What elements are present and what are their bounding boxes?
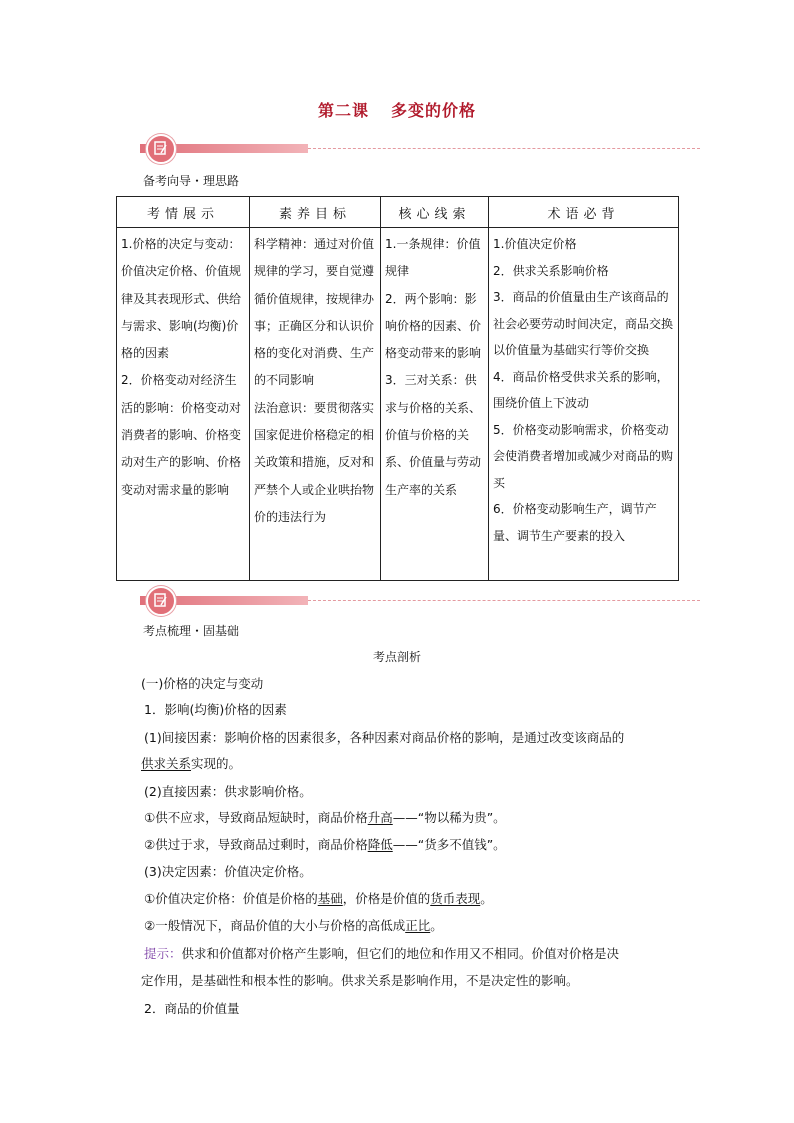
answer-underlined: 基础: [317, 891, 343, 906]
content-paragraph: 供求关系实现的。: [141, 756, 242, 771]
cell-line: 3．三对关系：供求与价格的关系、价值与价格的关系、价值量与劳动生产率的关系: [385, 373, 482, 497]
content-paragraph: (3)决定因素：价值决定价格。: [144, 864, 312, 879]
section-label-2: 考点梳理・固基础: [143, 624, 240, 638]
cell-line: 2．两个影响：影响价格的因素、价格变动带来的影响: [385, 291, 482, 361]
content-paragraph: ①供不应求，导致商品短缺时，商品价格升高——“物以稀为贵”。: [144, 810, 506, 825]
answer-underlined: 降低: [367, 837, 393, 852]
table-header: 术语必背: [489, 197, 679, 228]
section-banner-2: [140, 586, 700, 610]
table-cell: [489, 228, 679, 581]
banner-dash: [308, 148, 700, 149]
section-label-1: 备考向导・理思路: [143, 174, 240, 188]
table-header: 素养目标: [250, 197, 381, 228]
table-header: 核心线索: [381, 197, 489, 228]
table-cell: [250, 228, 381, 581]
pen-icon: [146, 134, 176, 164]
content-paragraph: ①价值决定价格：价值是价格的基础，价格是价值的货币表现。: [144, 891, 493, 906]
cell-line: 2．价格变动对经济生活的影响：价格变动对消费者的影响、价格变动对生产的影响、价格变动对需求量的影响: [121, 373, 242, 497]
cell-line: 5．价格变动影响需求，价格变动会使消费者增加或减少对商品的购买: [493, 422, 674, 490]
page-title: 第二课 多变的价格: [317, 101, 477, 120]
hint-paragraph: 提示：供求和价值都对价格产生影响，但它们的地位和作用又不相同。价值对价格是决: [144, 946, 620, 961]
cell-line: 3．商品的价值量由生产该商品的社会必要劳动时间决定，商品交换以价值量为基础实行等价交换: [493, 290, 674, 357]
content-paragraph: ②一般情况下，商品价值的大小与价格的高低成正比。: [144, 918, 443, 933]
cell-line: 1.一条规律：价值规律: [385, 237, 481, 279]
answer-underlined: 正比: [405, 918, 431, 933]
hint-label: 提示：: [144, 946, 182, 961]
content-paragraph: ②供过于求，导致商品过剩时，商品价格降低——“货多不值钱”。: [144, 837, 506, 852]
cell-line: 科学精神：通过对价值规律的学习，要自觉遵循价值规律，按规律办事；正确区分和认识价格的变化对消费、生产的不同影响: [254, 237, 375, 388]
content-paragraph: (1)间接因素：影响价格的因素很多，各种因素对商品价格的影响，是通过改变该商品的: [144, 730, 625, 745]
cell-line: 6．价格变动影响生产，调节产量、调节生产要素的投入: [493, 502, 657, 543]
section-banner-1: [140, 134, 700, 158]
answer-underlined: 升高: [367, 810, 393, 825]
banner-dash: [308, 600, 700, 601]
content-heading: (一)价格的决定与变动: [141, 676, 264, 691]
answer-underlined: 货币表现: [430, 891, 481, 906]
cell-line: 1.价格的决定与变动：价值决定价格、价值规律及其表现形式、供给与需求、影响(均衡)价格的因素: [121, 237, 242, 361]
overview-table: [116, 196, 679, 581]
section-heading: 考点剖析: [372, 650, 421, 664]
table-cell: [117, 228, 250, 581]
cell-line: 法治意识：要贯彻落实国家促进价格稳定的相关政策和措施，反对和严禁个人或企业哄抬物价的违法行为: [254, 400, 375, 524]
answer-underlined: 供求关系: [141, 756, 192, 771]
pen-icon: [146, 586, 176, 616]
content-subheading: 1．影响(均衡)价格的因素: [144, 702, 287, 717]
table-header: 考情展示: [117, 197, 250, 228]
content-paragraph: (2)直接因素：供求影响价格。: [144, 784, 312, 799]
cell-line: 2．供求关系影响价格: [493, 263, 609, 278]
table-cell: [381, 228, 489, 581]
cell-line: 4．商品价格受供求关系的影响，围绕价值上下波动: [493, 369, 669, 410]
content-subheading: 2．商品的价值量: [144, 1001, 240, 1016]
cell-line: 1.价值决定价格: [493, 237, 577, 251]
hint-paragraph: 定作用，是基础性和根本性的影响。供求关系是影响作用，不是决定性的影响。: [141, 973, 579, 988]
